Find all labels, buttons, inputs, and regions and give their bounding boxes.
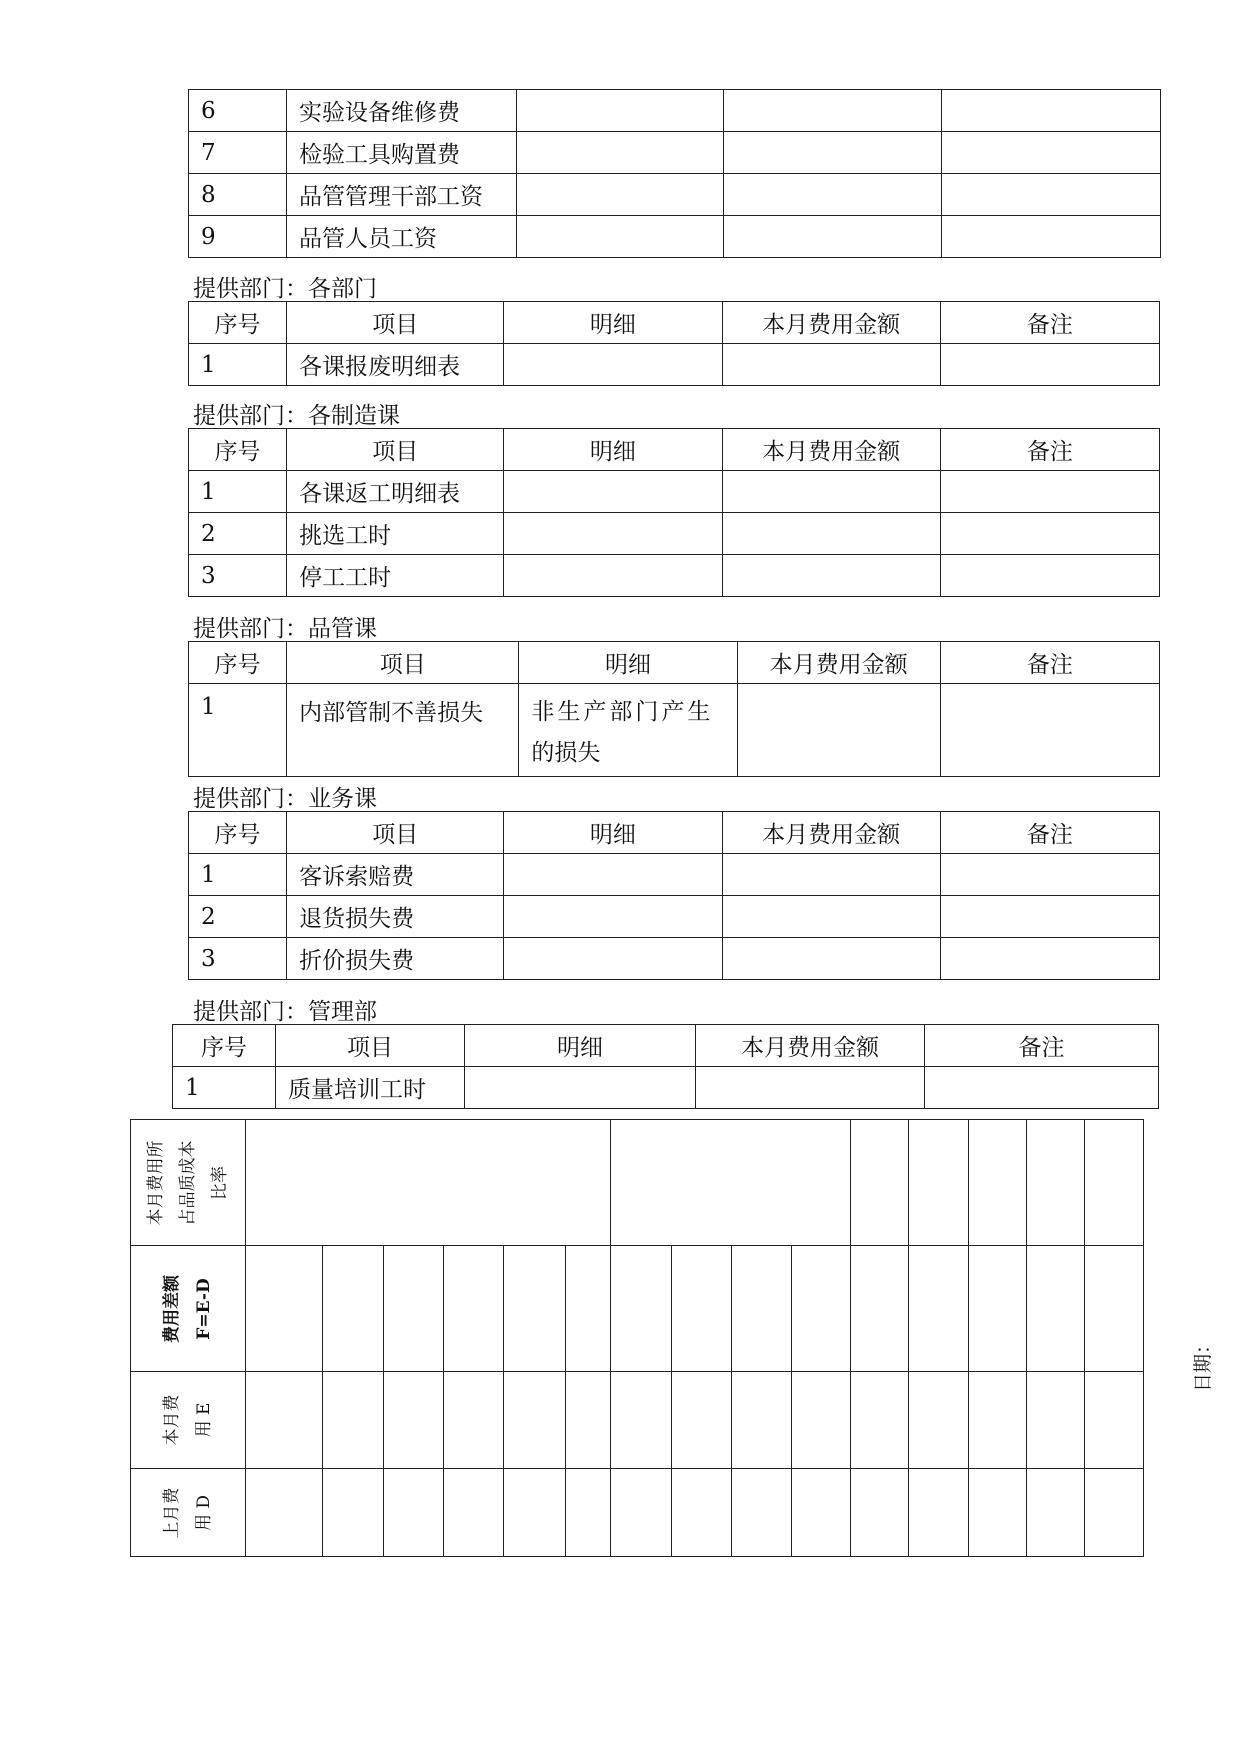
summary-cell[interactable] — [1085, 1469, 1144, 1557]
header-no: 序号 — [189, 302, 287, 344]
summary-row-this-month — [131, 1372, 1144, 1469]
section-label-sales: 提供部门：业务课 — [193, 786, 377, 812]
row-no: 3 — [189, 938, 287, 980]
summary-cell[interactable] — [672, 1372, 732, 1469]
section-label-admin: 提供部门：管理部 — [193, 999, 377, 1025]
row-detail[interactable] — [504, 555, 722, 597]
row-note[interactable] — [942, 90, 1161, 132]
table-row — [189, 684, 1160, 777]
table-header-row — [189, 812, 1160, 854]
row-note[interactable] — [940, 684, 1159, 777]
row-header-last-month: 上月费 用 D — [131, 1469, 246, 1557]
header-item: 项目 — [287, 642, 519, 684]
summary-cell[interactable] — [792, 1469, 851, 1557]
summary-row-ratio — [131, 1120, 1144, 1246]
row-no: 9 — [189, 216, 287, 258]
header-note: 备注 — [925, 1025, 1159, 1067]
summary-cell[interactable] — [909, 1120, 969, 1246]
row-item: 实验设备维修费 — [287, 90, 517, 132]
header-amount: 本月费用金额 — [737, 642, 940, 684]
summary-cell[interactable] — [384, 1372, 444, 1469]
row-no: 6 — [189, 90, 287, 132]
row-no: 1 — [173, 1067, 276, 1109]
summary-cell[interactable] — [969, 1246, 1027, 1372]
detail-line-1: 非生产部门产生 — [531, 699, 714, 725]
row-amount[interactable] — [737, 684, 940, 777]
row-note[interactable] — [942, 174, 1161, 216]
header-amount: 本月费用金额 — [722, 429, 940, 471]
row-note[interactable] — [940, 513, 1159, 555]
table-row — [189, 938, 1160, 980]
row-no: 1 — [189, 854, 287, 896]
row-item: 品管管理干部工资 — [287, 174, 517, 216]
row-amount[interactable] — [724, 132, 942, 174]
summary-cell[interactable] — [246, 1120, 611, 1246]
summary-cell[interactable] — [792, 1246, 851, 1372]
table-admin — [172, 1024, 1159, 1109]
header-note: 备注 — [940, 812, 1159, 854]
header-item: 项目 — [287, 812, 504, 854]
row-detail[interactable] — [504, 344, 722, 386]
section-label-departments: 提供部门：各部门 — [193, 276, 377, 302]
summary-cell[interactable] — [504, 1246, 566, 1372]
table-row — [189, 174, 1161, 216]
date-label: 日期： — [1192, 1334, 1214, 1392]
row-amount[interactable] — [722, 513, 940, 555]
summary-cell[interactable] — [1085, 1120, 1144, 1246]
summary-cell[interactable] — [1027, 1372, 1085, 1469]
row-amount[interactable] — [724, 90, 942, 132]
detail-line-2: 的损失 — [531, 740, 601, 766]
row-no: 1 — [189, 344, 287, 386]
row-no: 7 — [189, 132, 287, 174]
summary-cell[interactable] — [851, 1372, 909, 1469]
header-detail: 明细 — [504, 429, 722, 471]
row-detail[interactable] — [504, 896, 722, 938]
summary-cell[interactable] — [566, 1372, 611, 1469]
header-no: 序号 — [173, 1025, 276, 1067]
row-item: 各课返工明细表 — [287, 471, 504, 513]
summary-cell[interactable] — [672, 1246, 732, 1372]
table-row — [189, 555, 1160, 597]
row-detail[interactable] — [517, 174, 724, 216]
header-detail: 明细 — [465, 1025, 696, 1067]
summary-cell[interactable] — [246, 1372, 323, 1469]
row-amount[interactable] — [722, 471, 940, 513]
table-header-row — [173, 1025, 1159, 1067]
summary-cell[interactable] — [611, 1120, 851, 1246]
summary-cell[interactable] — [851, 1469, 909, 1557]
row-no: 3 — [189, 555, 287, 597]
summary-cell[interactable] — [969, 1469, 1027, 1557]
row-item: 停工工时 — [287, 555, 504, 597]
section-label-manufacturing: 提供部门：各制造课 — [193, 403, 400, 429]
summary-cell[interactable] — [323, 1469, 384, 1557]
summary-cell[interactable] — [1027, 1246, 1085, 1372]
table-row — [189, 216, 1161, 258]
row-no: 1 — [189, 684, 287, 777]
row-note[interactable] — [942, 132, 1161, 174]
table-cost-summary — [130, 1119, 1144, 1557]
row-detail — [519, 684, 737, 777]
section-label-quality: 提供部门：品管课 — [193, 616, 377, 642]
row-note[interactable] — [940, 854, 1159, 896]
table-row — [189, 513, 1160, 555]
summary-cell[interactable] — [384, 1469, 444, 1557]
row-amount[interactable] — [722, 896, 940, 938]
summary-cell[interactable] — [969, 1120, 1027, 1246]
summary-cell[interactable] — [909, 1246, 969, 1372]
summary-cell[interactable] — [1085, 1372, 1144, 1469]
summary-cell[interactable] — [1027, 1120, 1085, 1246]
summary-cell[interactable] — [851, 1120, 909, 1246]
summary-cell[interactable] — [732, 1469, 792, 1557]
header-note: 备注 — [940, 302, 1159, 344]
summary-cell[interactable] — [611, 1372, 672, 1469]
row-no: 1 — [189, 471, 287, 513]
table-row — [189, 896, 1160, 938]
row-note[interactable] — [940, 896, 1159, 938]
table-row — [189, 90, 1161, 132]
summary-cell[interactable] — [732, 1246, 792, 1372]
row-detail[interactable] — [517, 216, 724, 258]
table-header-row — [189, 642, 1160, 684]
summary-cell[interactable] — [444, 1469, 504, 1557]
header-item: 项目 — [276, 1025, 465, 1067]
summary-cell[interactable] — [246, 1246, 323, 1372]
row-note[interactable] — [940, 555, 1159, 597]
row-amount[interactable] — [722, 938, 940, 980]
row-note[interactable] — [940, 344, 1159, 386]
row-detail[interactable] — [517, 90, 724, 132]
row-no: 2 — [189, 896, 287, 938]
row-amount[interactable] — [722, 854, 940, 896]
row-amount[interactable] — [722, 344, 940, 386]
row-note[interactable] — [925, 1067, 1159, 1109]
header-amount: 本月费用金额 — [722, 812, 940, 854]
table-departments — [188, 301, 1160, 386]
summary-cell[interactable] — [611, 1469, 672, 1557]
table-row — [189, 132, 1161, 174]
header-amount: 本月费用金额 — [696, 1025, 925, 1067]
summary-cell[interactable] — [444, 1246, 504, 1372]
summary-cell[interactable] — [323, 1246, 384, 1372]
row-amount[interactable] — [722, 555, 940, 597]
row-detail[interactable] — [517, 132, 724, 174]
header-detail: 明细 — [504, 302, 722, 344]
row-detail[interactable] — [504, 854, 722, 896]
table-row — [189, 854, 1160, 896]
row-detail[interactable] — [465, 1067, 696, 1109]
table-row — [173, 1067, 1159, 1109]
header-note: 备注 — [940, 642, 1159, 684]
summary-cell[interactable] — [672, 1469, 732, 1557]
row-item: 折价损失费 — [287, 938, 504, 980]
summary-cell[interactable] — [851, 1246, 909, 1372]
row-note[interactable] — [942, 216, 1161, 258]
header-no: 序号 — [189, 642, 287, 684]
summary-cell[interactable] — [909, 1469, 969, 1557]
summary-cell[interactable] — [566, 1469, 611, 1557]
table-row — [189, 471, 1160, 513]
row-item: 内部管制不善损失 — [287, 684, 519, 777]
header-item: 项目 — [287, 302, 504, 344]
summary-cell[interactable] — [246, 1469, 323, 1557]
summary-cell[interactable] — [566, 1246, 611, 1372]
row-amount[interactable] — [696, 1067, 925, 1109]
row-header-difference: 费用差额 F=E-D — [131, 1246, 246, 1372]
table-sales — [188, 811, 1160, 980]
summary-row-last-month — [131, 1469, 1144, 1557]
summary-cell[interactable] — [504, 1469, 566, 1557]
summary-cell[interactable] — [611, 1246, 672, 1372]
row-item: 品管人员工资 — [287, 216, 517, 258]
summary-cell[interactable] — [1085, 1246, 1144, 1372]
row-item: 各课报废明细表 — [287, 344, 504, 386]
row-header-ratio: 本月费用所 占品质成本 比率 — [131, 1120, 246, 1246]
summary-cell[interactable] — [444, 1372, 504, 1469]
header-detail: 明细 — [519, 642, 737, 684]
row-no: 8 — [189, 174, 287, 216]
summary-row-difference — [131, 1246, 1144, 1372]
row-item: 挑选工时 — [287, 513, 504, 555]
row-amount[interactable] — [724, 174, 942, 216]
row-detail[interactable] — [504, 938, 722, 980]
table-header-row — [189, 302, 1160, 344]
summary-cell[interactable] — [792, 1372, 851, 1469]
row-amount[interactable] — [724, 216, 942, 258]
row-header-this-month: 本月费 用 E — [131, 1372, 246, 1469]
summary-cell[interactable] — [909, 1372, 969, 1469]
row-note[interactable] — [940, 938, 1159, 980]
summary-cell[interactable] — [969, 1372, 1027, 1469]
table-header-row — [189, 429, 1160, 471]
row-detail[interactable] — [504, 513, 722, 555]
header-no: 序号 — [189, 812, 287, 854]
row-note[interactable] — [940, 471, 1159, 513]
row-item: 检验工具购置费 — [287, 132, 517, 174]
row-item: 质量培训工时 — [276, 1067, 465, 1109]
summary-cell[interactable] — [323, 1372, 384, 1469]
header-item: 项目 — [287, 429, 504, 471]
row-item: 退货损失费 — [287, 896, 504, 938]
table-row — [189, 344, 1160, 386]
row-detail[interactable] — [504, 471, 722, 513]
summary-cell[interactable] — [504, 1372, 566, 1469]
row-item: 客诉索赔费 — [287, 854, 504, 896]
header-detail: 明细 — [504, 812, 722, 854]
header-no: 序号 — [189, 429, 287, 471]
row-no: 2 — [189, 513, 287, 555]
table-manufacturing — [188, 428, 1160, 597]
summary-cell[interactable] — [732, 1372, 792, 1469]
header-note: 备注 — [940, 429, 1159, 471]
table-continued-items — [188, 89, 1161, 258]
table-quality — [188, 641, 1160, 777]
summary-cell[interactable] — [1027, 1469, 1085, 1557]
summary-cell[interactable] — [384, 1246, 444, 1372]
header-amount: 本月费用金额 — [722, 302, 940, 344]
